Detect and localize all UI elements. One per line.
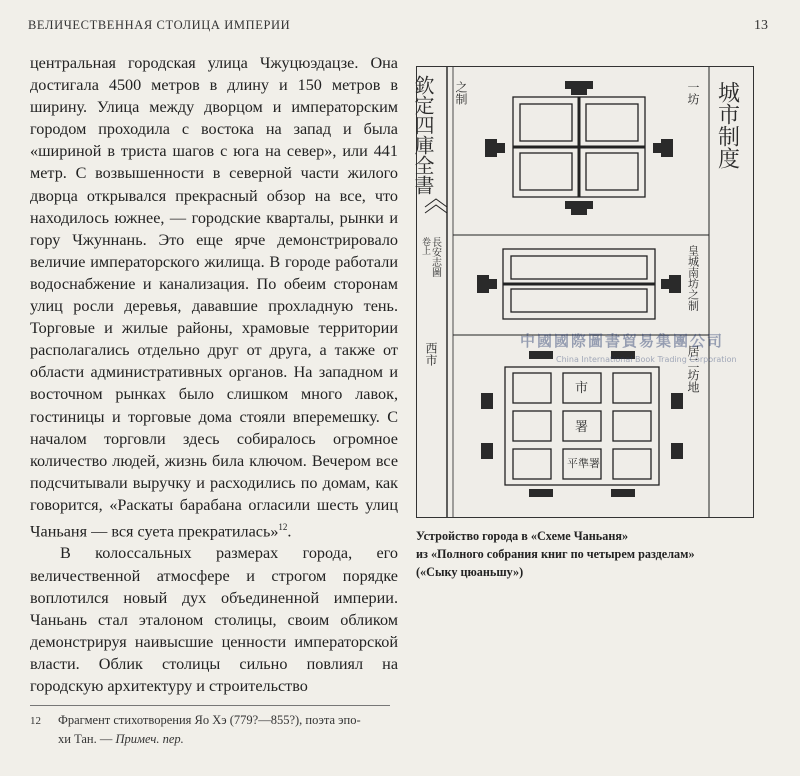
running-header (28, 18, 772, 36)
watermark-text: 中國國際圖書貿易集團公司 (520, 332, 725, 350)
side-text-changan: 長安志圖 (429, 237, 441, 277)
label-two-fang: 居二坊地 (686, 345, 700, 393)
footnote-divider (30, 705, 390, 706)
paragraph: В колоссальных размерах города, его величественной атмосфере и строгом порядке воплотился новый дух объединенной империи. Чаньань стал эталоном столицы, своим обликом демонстрируя наивысшие ценности императорской власти. Облик столицы сильно повлиял на городскую архитектуру и строительство (30, 544, 398, 696)
city-plan-illustration (411, 66, 754, 518)
fold-mark (425, 199, 447, 207)
footnote (30, 711, 390, 748)
page-number: 13 (754, 18, 768, 33)
side-text-juan: 卷上 (420, 237, 430, 255)
figure-caption (416, 527, 776, 581)
paragraph-text: центральная городская улица Чжуцюэдацзе. Она достигала 4500 метров в длину и 150 метров в ширину. Улица между дворцом и императорским городом проходила с востока на запад и была «шириной в триста шагов с юга на север», или 441 метр. С возвышенности в северной части жилого дворца открывался прекрасный обзор на все, что находилось южнее, — городские кварталы, рынки и гору Чжуннань. Это еще ярче демонстрировало величие императорского жилища. В городе работали водоснабжение и канализация. По обеим сторонам улиц росли деревья, дававшие прохладную тень. Торговые и жилые районы, храмовые территории располагались отдельно друг от друга, а также от области административных органов. На западном и восточном рынках было слишком много лавок, гостиницы и торговые дома стояли вперемешку. С началом торговли здесь собиралось огромное количество людей, жизнь била ключом. Вечером все подсчитывали выручку и расходились по домам, как говорится, «Раскаты барабана огласили шесть улиц Чаньаня — вся суета прекратилась» (30, 54, 398, 541)
market-label-shi: 市 (575, 381, 589, 396)
translator-note: Примеч. пер. (115, 732, 184, 746)
footnote-text-cont (30, 730, 390, 748)
running-head-title: ВЕЛИЧЕСТВЕННАЯ СТОЛИЦА ИМПЕРИИ (28, 18, 291, 32)
caption-line: Устройство города в «Схеме Чаньаня» (416, 529, 629, 543)
caption-line: из «Полного собрания книг по четырем разделам» (416, 547, 695, 561)
paragraph: центральная городская улица Чжуцюэдацзе. Она достигала 4500 метров в длину и 150 метров в ширину. Улица между дворцом и императорским городом проходила с востока на запад и была «шириной в триста шагов с юга на север», или 441 метр. С возвышенности в северной части жилого дворца открывался прекрасный обзор на все, что находилось южнее, — городские кварталы, рынки и гору Чжуннань. Это еще ярче демонстрировало величие императорского жилища. В городе работали водоснабжение и канализация. По обеим сторонам улиц росли деревья, дававшие прохладную тень. Торговые и жилые районы, храмовые территории располагались отдельно друг от друга, а также от области административных органов. На западном и восточном рынках было слишком много лавок, гостиницы и торговые дома стояли вперемешку. С началом торговли здесь собиралось огромное количество людей, жизнь била ключом. Вечером все подсчитывали выручку и расходились по домам, как говорится, «Раскаты барабана огласили шесть улиц Чаньаня — вся суета прекратилась»$^{12}$. (30, 54, 398, 541)
footnote-reference: 12 (278, 521, 288, 532)
label-one-fang: 一坊 (686, 81, 700, 105)
footnote-text-cont-label: хи Тан. — (58, 732, 116, 746)
footnote-text: Фрагмент стихотворения Яо Хэ (779?—855?), поэта эпо- (58, 713, 361, 727)
title-city-system: 城市制度 (714, 81, 740, 169)
footnote-number: 12 (30, 715, 41, 727)
main-text-column (30, 52, 398, 697)
side-text-west-market: 西市 (424, 342, 438, 366)
book-title-vertical: 欽定四庫全書 (411, 75, 435, 195)
block-imperial-south (503, 249, 655, 319)
city-plan-svg (411, 67, 753, 517)
caption-line: («Сыку цюаньшу») (416, 565, 524, 579)
label-zhi-zhi: 之制 (454, 81, 468, 105)
market-label-shu: 署 (575, 420, 589, 435)
watermark-text-en: China International Book Trading Corporation (556, 355, 737, 364)
market-label-pingzhun: 平準署 (567, 457, 600, 470)
label-imperial-south-fang: 皇城南坊之制 (686, 245, 700, 311)
block-one-fang (513, 97, 645, 197)
